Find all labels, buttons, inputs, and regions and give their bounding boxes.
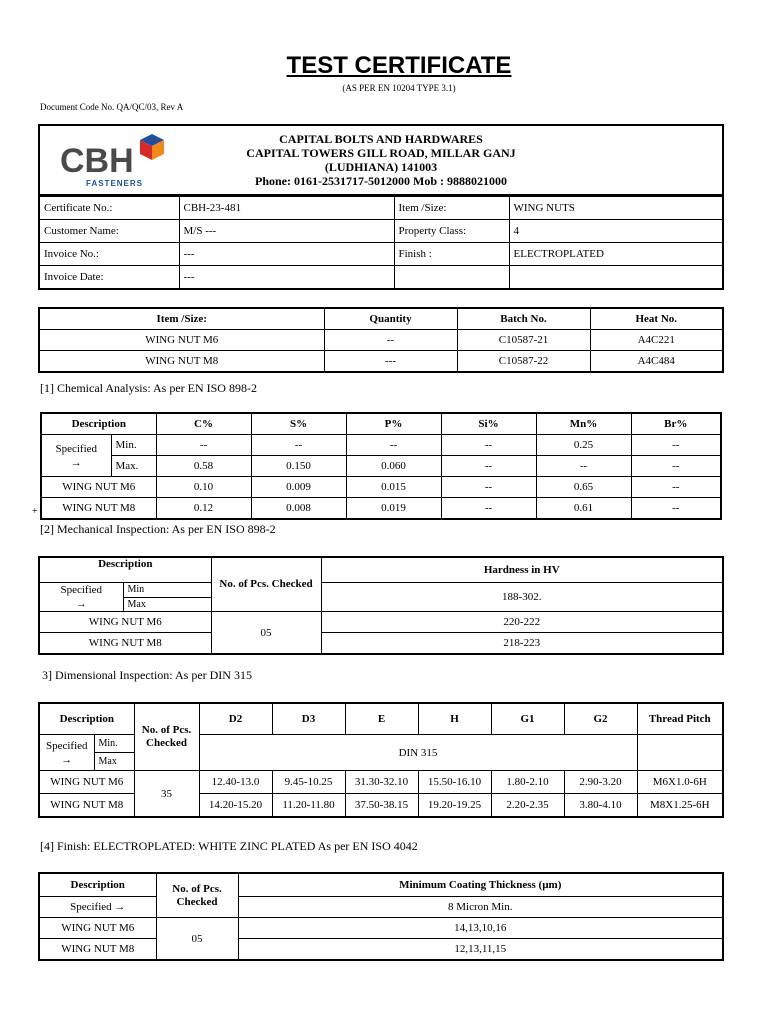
col-quantity: Quantity xyxy=(324,308,457,330)
items-table xyxy=(38,307,724,373)
company-address-1: CAPITAL TOWERS GILL ROAD, MILLAR GANJ xyxy=(246,146,516,160)
col-heat: Heat No. xyxy=(590,308,723,330)
item-value: WING NUTS xyxy=(509,196,723,220)
company-address-2: (LUDHIANA) 141003 xyxy=(324,160,438,174)
table-row: WING NUT M6 -- C10587-21 A4C221 xyxy=(39,330,723,351)
page-title: TEST CERTIFICATE xyxy=(286,52,512,79)
dim-heading: 3] Dimensional Inspection: As per DIN 315 xyxy=(42,668,252,682)
cert-no-value: CBH-23-481 xyxy=(179,196,394,220)
item-label: Item /Size: xyxy=(394,196,509,220)
specified-label: Specified xyxy=(45,739,88,752)
specified-label: Specified xyxy=(55,442,98,455)
table-row: Specified → Min. -- -- -- -- 0.25 -- xyxy=(41,435,721,456)
dimensional-inspection-table xyxy=(38,702,724,818)
table-row: WING NUT M8 --- C10587-22 A4C484 xyxy=(39,351,723,373)
finish-value: ELECTROPLATED xyxy=(509,243,723,266)
company-name: CAPITAL BOLTS AND HARDWARES xyxy=(279,132,483,146)
plus-mark: + xyxy=(32,506,38,517)
table-row: Specified → 8 Micron Min. xyxy=(39,897,723,918)
table-row: Specified → Min. DIN 315 xyxy=(39,735,723,753)
table-row: WING NUT M8 14.20-15.20 11.20-11.80 37.50-38.15 19.20-19.25 2.20-2.35 3.80-4.10 M8X1.25-6H xyxy=(39,794,723,818)
table-row: Max xyxy=(39,597,723,612)
table-header xyxy=(39,308,723,330)
table-row: WING NUT M6 0.10 0.009 0.015 -- 0.65 -- xyxy=(41,477,721,498)
mechanical-inspection-table xyxy=(38,556,724,655)
table-row: WING NUT M6 35 12.40-13.0 9.45-10.25 31.30-32.10 15.50-16.10 1.80-2.10 2.90-3.20 M6X1.0-6H xyxy=(39,771,723,794)
chemical-analysis-table xyxy=(40,412,722,520)
invoice-date-value: --- xyxy=(179,266,394,290)
table-header: Description No. of Pcs. Checked D2 D3 E H G1 G2 Thread Pitch xyxy=(39,703,723,735)
specified-label: Specified xyxy=(60,584,103,596)
table-row: WING NUT M6 05 14,13,10,16 xyxy=(39,918,723,939)
arrow-icon: → xyxy=(61,753,73,766)
finish-label: Finish : xyxy=(394,243,509,266)
customer-label: Customer Name: xyxy=(39,220,179,243)
col-item: Item /Size: xyxy=(39,308,324,330)
table-header: Description No. of Pcs. Checked Hardness in HV xyxy=(39,557,723,583)
table-row xyxy=(39,243,723,266)
customer-value: M/S --- xyxy=(179,220,394,243)
table-header: Description No. of Pcs. Checked Minimum Coating Thickness (µm) xyxy=(39,873,723,897)
invoice-label: Invoice No.: xyxy=(39,243,179,266)
arrow-icon: → xyxy=(75,598,87,610)
mech-heading: [2] Mechanical Inspection: As per EN ISO 898-2 xyxy=(40,522,276,536)
table-row: Max. 0.58 0.150 0.060 -- -- -- xyxy=(41,456,721,477)
table-row xyxy=(39,196,723,220)
company-phone: Phone: 0161-2531717-5012000 Mob : 9888021000 xyxy=(255,174,507,188)
table-header: Description C% S% P% Si% Mn% Br% xyxy=(41,413,721,435)
table-row: WING NUT M8 218-223 xyxy=(39,633,723,655)
col-batch: Batch No. xyxy=(457,308,590,330)
certificate-info-table xyxy=(38,195,724,290)
invoice-value: --- xyxy=(179,243,394,266)
logo-text: CBH xyxy=(60,142,134,180)
chem-heading: [1] Chemical Analysis: As per EN ISO 898-2 xyxy=(40,381,257,395)
table-row xyxy=(39,266,723,290)
invoice-date-label: Invoice Date: xyxy=(39,266,179,290)
table-row: WING NUT M8 12,13,11,15 xyxy=(39,939,723,961)
finish-heading: [4] Finish: ELECTROPLATED: WHITE ZINC PLATED As per EN ISO 4042 xyxy=(40,839,418,853)
page-subtitle: (AS PER EN 10204 TYPE 3.1) xyxy=(342,83,456,93)
table-row: Specified → Min 188-302. xyxy=(39,583,723,598)
class-label: Property Class: xyxy=(394,220,509,243)
table-row: WING NUT M8 0.12 0.008 0.019 -- 0.61 -- xyxy=(41,498,721,520)
document-code: Document Code No. QA/QC/03, Rev A xyxy=(40,102,184,112)
table-row: Max xyxy=(39,753,723,771)
specified-label: Specified → xyxy=(39,897,156,918)
company-header xyxy=(38,124,724,196)
cert-no-label: Certificate No.: xyxy=(39,196,179,220)
arrow-icon: → xyxy=(70,456,82,469)
table-row xyxy=(39,220,723,243)
class-value: 4 xyxy=(509,220,723,243)
table-row: WING NUT M6 05 220-222 xyxy=(39,612,723,633)
logo-subtext: FASTENERS xyxy=(86,179,144,188)
finish-table xyxy=(38,872,724,961)
